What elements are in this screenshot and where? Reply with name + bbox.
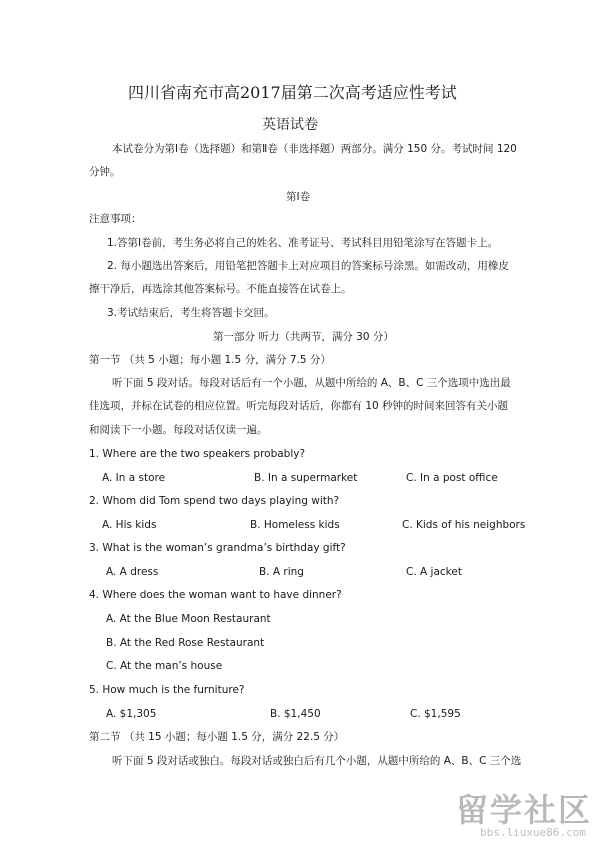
watermark-text: 留学社区 xyxy=(455,791,592,829)
question-3-option-a: A. A dress xyxy=(106,566,159,578)
section-1-instruction-1: 听下面 5 段对话。每段对话后有一个小题，从题中所给的 A、B、C 三个选项中选出最 xyxy=(112,377,511,389)
section-1-heading: 第一节 （共 5 小题；每小题 1.5 分，满分 7.5 分） xyxy=(89,354,331,366)
notes-heading: 注意事项： xyxy=(89,213,142,225)
question-4: 4. Where does the woman want to have dinner? xyxy=(89,589,342,601)
watermark-logo xyxy=(402,792,592,840)
question-5-option-a: A. $1,305 xyxy=(106,708,157,720)
section-2-heading: 第二节 （共 15 小题；每小题 1.5 分，满分 22.5 分） xyxy=(89,731,345,743)
question-2: 2. Whom did Tom spend two days playing with? xyxy=(89,495,340,507)
question-2-option-b: B. Homeless kids xyxy=(250,519,340,531)
watermark-url: bbs.liuxue86.com xyxy=(480,826,586,839)
exam-title: 四川省南充市高2017届第二次高考适应性考试 xyxy=(128,83,457,102)
section-1-instruction-2: 佳选项，并标在试卷的相应位置。听完每段对话后，你都有 10 秒钟的时间来回答有关小题 xyxy=(89,400,509,412)
section-1-instruction-3: 和阅读下一小题。每段对话仅读一遍。 xyxy=(89,424,268,436)
question-5-option-b: B. $1,450 xyxy=(270,708,321,720)
question-3-option-c: C. A jacket xyxy=(406,566,462,578)
question-4-option-b: B. At the Red Rose Restaurant xyxy=(106,637,265,649)
question-1-option-b: B. In a supermarket xyxy=(254,472,358,484)
note-2a: 2. 每小题选出答案后，用铅笔把答题卡上对应项目的答案标号涂黑。如需改动，用橡皮 xyxy=(107,260,509,272)
part-heading: 第Ⅰ卷 xyxy=(286,191,311,203)
question-2-option-c: C. Kids of his neighbors xyxy=(402,519,526,531)
question-1: 1. Where are the two speakers probably? xyxy=(89,448,306,460)
note-1: 1.答第Ⅰ卷前，考生务必将自己的姓名、准考证号、考试科目用铅笔涂写在答题卡上。 xyxy=(107,237,499,249)
question-4-option-c: C. At the man’s house xyxy=(106,660,223,672)
question-3: 3. What is the woman’s grandma’s birthday gift? xyxy=(89,542,346,554)
question-5-option-c: C. $1,595 xyxy=(410,708,461,720)
note-3: 3.考试结束后，考生将答题卡交回。 xyxy=(107,307,275,319)
question-2-option-a: A. His kids xyxy=(102,519,157,531)
note-2b: 擦干净后，再选涂其他答案标号。不能直接答在试卷上。 xyxy=(89,283,352,295)
intro-line-2: 分钟。 xyxy=(89,166,121,178)
question-5: 5. How much is the furniture? xyxy=(89,684,245,696)
listening-heading: 第一部分 听力（共两节，满分 30 分） xyxy=(213,331,394,343)
question-4-option-a: A. At the Blue Moon Restaurant xyxy=(106,613,271,625)
question-3-option-b: B. A ring xyxy=(259,566,304,578)
question-1-option-a: A. In a store xyxy=(102,472,166,484)
exam-subtitle: 英语试卷 xyxy=(262,117,318,133)
question-1-option-c: C. In a post office xyxy=(406,472,498,484)
section-2-instruction-1: 听下面 5 段对话或独白。每段对话或独白后有几个小题，从题中所给的 A、B、C 三个选 xyxy=(112,755,522,767)
intro-line-1: 本试卷分为第Ⅰ卷（选择题）和第Ⅱ卷（非选择题）两部分。满分 150 分。考试时间 120 xyxy=(112,143,517,155)
